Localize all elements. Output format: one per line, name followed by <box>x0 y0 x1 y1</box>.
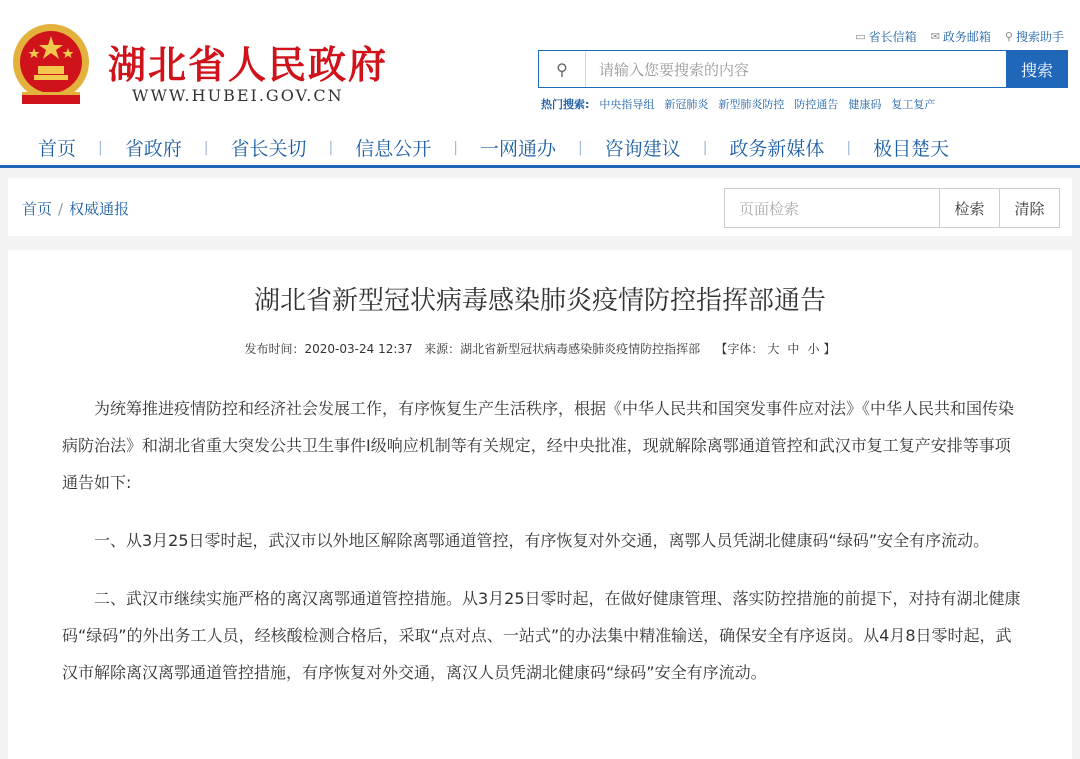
top-links <box>855 28 1064 45</box>
main-nav <box>0 130 1080 168</box>
article-meta <box>8 340 1072 357</box>
breadcrumb-current[interactable]: 权威通报 <box>69 200 130 218</box>
gov-email-link[interactable] <box>931 28 991 45</box>
article-paragraph: 一、从3月25日零时起，武汉市以外地区解除离鄂通道管控，有序恢复对外交通，离鄂人员凭湖北健康码“绿码”安全有序流动。 <box>94 531 990 550</box>
nav-divider: | <box>453 139 458 156</box>
breadcrumb-bar <box>8 178 1072 236</box>
governor-mailbox-link[interactable] <box>855 28 916 45</box>
nav-divider: | <box>846 139 852 156</box>
search-icon: ⚲ <box>1004 30 1013 43</box>
article-source: 来源：湖北省新型冠状病毒感染肺炎疫情防控指挥部 <box>424 342 701 356</box>
breadcrumb-separator: / <box>58 200 64 218</box>
font-size-small-button[interactable]: 小 <box>807 342 820 356</box>
nav-item-consultation[interactable]: 咨询建议 <box>604 138 681 160</box>
site-search-button[interactable]: 搜索 <box>1006 50 1068 88</box>
search-icon: ⚲ <box>539 51 586 87</box>
font-size-medium-button[interactable]: 中 <box>787 342 800 356</box>
site-domain: WWW.HUBEI.GOV.CN <box>132 86 344 105</box>
nav-item-jimu-chutian[interactable]: 极目楚天 <box>873 138 950 160</box>
article-paragraph: 为统筹推进疫情防控和经济社会发展工作，有序恢复生产生活秩序，根据《中华人民共和国突发事件应对法》《中华人民共和国传染病防治法》和湖北省重大突发公共卫生事件I级响应机制等有关规定，经中央批准，现就解除离鄂通道管控和武汉市复工复产安排等事项通告如下: <box>62 399 1015 492</box>
envelope-icon: ✉ <box>930 30 940 43</box>
page-search-button[interactable]: 检索 <box>939 189 999 227</box>
hot-searches <box>541 96 935 112</box>
hot-search-item[interactable]: 防控通告 <box>794 98 839 111</box>
article-body <box>62 390 1022 712</box>
nav-divider: | <box>577 139 583 156</box>
site-header <box>0 0 1080 165</box>
font-size-large-button[interactable]: 大 <box>767 342 780 356</box>
search-assistant-link[interactable] <box>1005 28 1064 45</box>
hot-search-item[interactable]: 中央指导组 <box>599 98 655 111</box>
mail-icon: ▭ <box>855 30 866 43</box>
font-size-open: 【字体： <box>715 342 764 356</box>
hot-search-item[interactable]: 健康码 <box>848 98 882 111</box>
publish-time: 发布时间：2020-03-24 12:37 <box>244 342 413 356</box>
article-paragraph: 二、武汉市继续实施严格的离汉离鄂通道管控措施。从3月25日零时起，在做好健康管理、落实防控措施的前提下，对持有湖北健康码“绿码”的外出务工人员，经核酸检测合格后，采取“点对点、一站式”的办法集中精准输送，确保安全有序返岗。从4月8日零时起，武汉市解除离汉离鄂通道管控措施，有序恢复对外交通，离汉人员凭湖北健康码“绿码”安全有序流动。 <box>62 589 1021 682</box>
site-title[interactable]: 湖北省人民政府 <box>108 42 389 87</box>
nav-divider: | <box>328 139 334 156</box>
hot-search-item[interactable]: 新冠肺炎 <box>664 98 709 111</box>
site-search-input[interactable] <box>597 58 991 82</box>
site-search-box <box>538 50 1068 88</box>
nav-divider: | <box>702 139 708 156</box>
font-size-close: 】 <box>823 342 836 356</box>
nav-divider: | <box>98 139 103 156</box>
nav-item-one-stop-service[interactable]: 一网通办 <box>479 138 556 160</box>
hot-search-item[interactable]: 复工复产 <box>891 98 936 111</box>
page-search-input[interactable] <box>737 197 931 221</box>
page-search-box <box>724 188 1060 228</box>
nav-divider: | <box>203 139 209 156</box>
nav-item-information-disclosure[interactable]: 信息公开 <box>355 138 432 160</box>
breadcrumb <box>22 198 129 219</box>
hot-search-item[interactable]: 新型肺炎防控 <box>718 98 785 111</box>
search-assistant-label: 搜索助手 <box>1015 30 1064 44</box>
gov-email-label: 政务邮箱 <box>942 30 991 44</box>
nav-item-governor-concerns[interactable]: 省长关切 <box>230 138 307 160</box>
nav-item-provincial-government[interactable]: 省政府 <box>124 138 182 160</box>
national-emblem-icon[interactable] <box>10 22 92 110</box>
hot-search-label: 热门搜索: <box>541 98 590 111</box>
breadcrumb-home[interactable]: 首页 <box>22 200 53 218</box>
page-clear-button[interactable]: 清除 <box>999 189 1059 227</box>
nav-item-new-media[interactable]: 政务新媒体 <box>729 138 825 160</box>
nav-item-home[interactable]: 首页 <box>38 138 77 160</box>
article <box>8 250 1072 759</box>
governor-mailbox-label: 省长信箱 <box>868 30 917 44</box>
article-title: 湖北省新型冠状病毒感染肺炎疫情防控指挥部通告 <box>253 286 826 316</box>
